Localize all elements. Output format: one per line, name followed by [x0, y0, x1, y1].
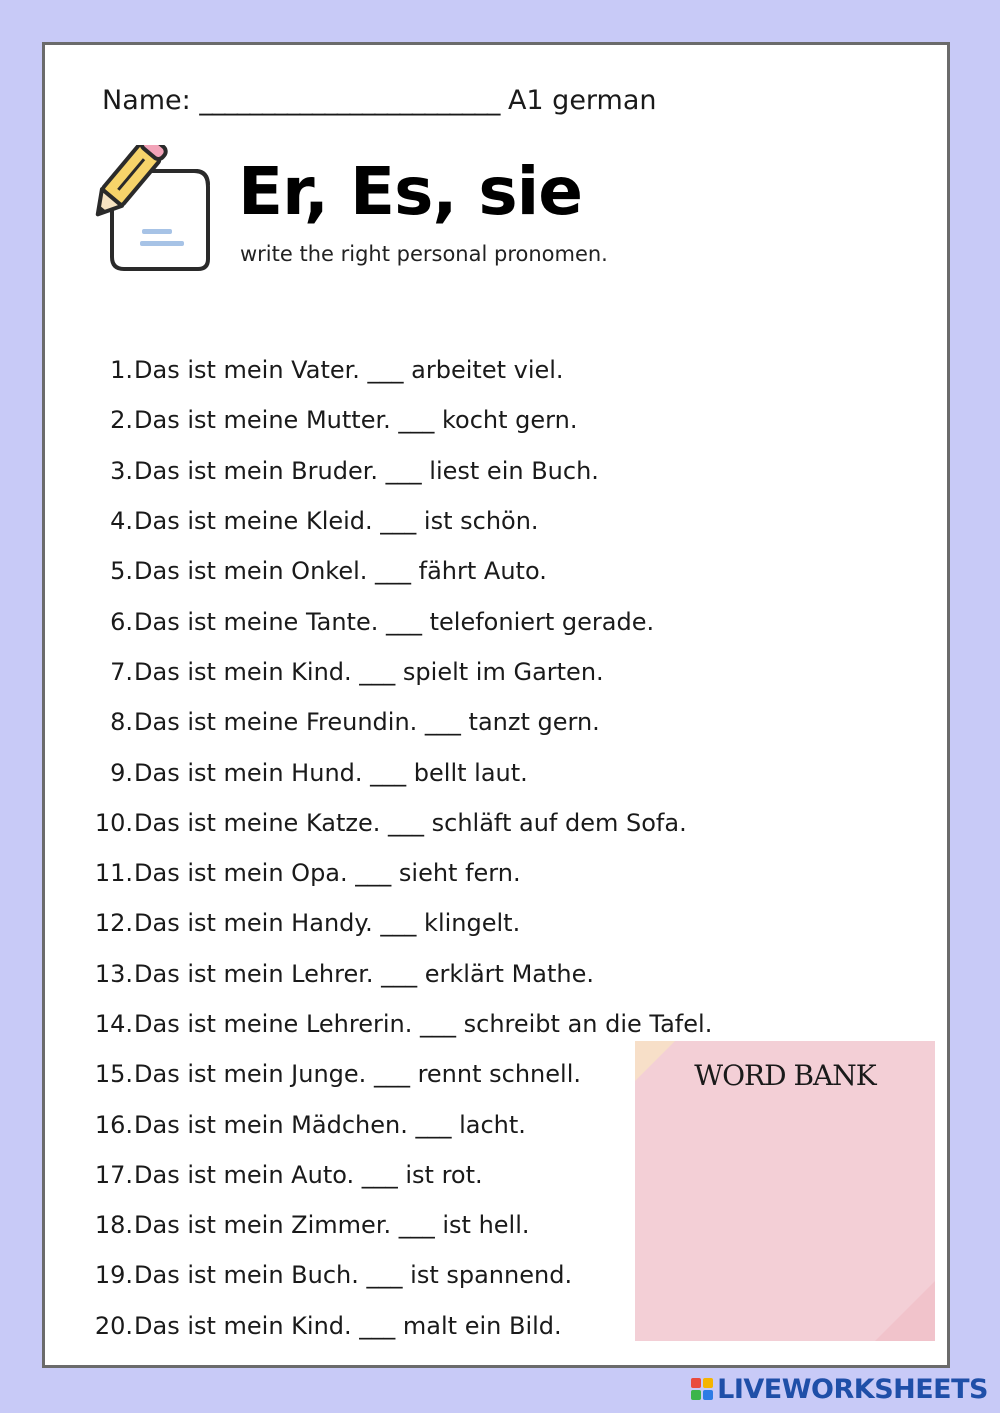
level-label: A1 german: [507, 85, 657, 116]
exercise-list: [85, 345, 712, 1351]
sticky-note-fold: [875, 1281, 935, 1341]
item-text: Das ist mein Junge. ___ rennt schnell.: [134, 1060, 581, 1089]
item-text: Das ist mein Opa. ___ sieht fern.: [134, 859, 521, 888]
item-number: 4.: [110, 507, 133, 536]
item-number: 13.: [94, 959, 133, 988]
item-number: 5.: [110, 557, 133, 586]
brand-name: LIVEWORKSHEETS: [717, 1373, 988, 1405]
page-title: Er, Es, sie: [238, 153, 583, 230]
list-item: [85, 1049, 712, 1099]
logo-icon: [691, 1378, 713, 1400]
list-item: [85, 697, 712, 747]
item-number: 18.: [94, 1211, 133, 1240]
item-number: 3.: [110, 456, 133, 485]
item-number: 8.: [110, 708, 133, 737]
item-text: Das ist mein Kind. ___ malt ein Bild.: [134, 1311, 562, 1340]
list-item: [85, 999, 712, 1049]
word-bank-title: WORD BANK: [694, 1059, 876, 1092]
item-number: 9.: [110, 758, 133, 787]
item-text: Das ist mein Buch. ___ ist spannend.: [134, 1261, 573, 1290]
item-number: 2.: [110, 406, 133, 435]
list-item: [85, 1150, 712, 1200]
list-item: [85, 848, 712, 898]
item-text: Das ist mein Handy. ___ klingelt.: [134, 909, 521, 938]
item-text: Das ist mein Lehrer. ___ erklärt Mathe.: [134, 959, 595, 988]
list-item: [85, 496, 712, 546]
list-item: [85, 898, 712, 948]
name-blank: ________________________: [199, 85, 500, 116]
list-item: [85, 395, 712, 445]
item-text: Das ist meine Lehrerin. ___ schreibt an die Tafel.: [134, 1010, 713, 1038]
list-item: [85, 1301, 712, 1351]
item-text: Das ist mein Bruder. ___ liest ein Buch.: [134, 456, 599, 485]
list-item: [85, 546, 712, 596]
item-number: 6.: [110, 607, 133, 636]
worksheet-page: [42, 42, 950, 1368]
list-item: [85, 1200, 712, 1250]
item-text: Das ist meine Kleid. ___ ist schön.: [134, 507, 539, 536]
item-number: 14.: [94, 1010, 133, 1038]
list-item: [85, 446, 712, 496]
item-text: Das ist mein Kind. ___ spielt im Garten.: [134, 657, 604, 686]
list-item: [85, 1099, 712, 1149]
instructions: write the right personal pronomen.: [240, 242, 608, 266]
list-item: [85, 798, 712, 848]
item-text: Das ist meine Tante. ___ telefoniert gerade.: [134, 607, 655, 636]
item-number: 16.: [94, 1110, 133, 1139]
list-item: [85, 647, 712, 697]
item-text: Das ist meine Freundin. ___ tanzt gern.: [134, 708, 600, 737]
item-text: Das ist mein Onkel. ___ fährt Auto.: [134, 557, 547, 586]
item-text: Das ist mein Hund. ___ bellt laut.: [134, 758, 528, 787]
list-item: [85, 345, 712, 395]
item-number: 17.: [94, 1160, 133, 1189]
item-text: Das ist mein Mädchen. ___ lacht.: [134, 1110, 526, 1139]
item-number: 10.: [94, 808, 133, 837]
item-number: 19.: [94, 1261, 133, 1290]
list-item: [85, 1250, 712, 1300]
list-item: [85, 747, 712, 797]
item-text: Das ist mein Zimmer. ___ ist hell.: [134, 1211, 530, 1240]
item-number: 20.: [94, 1311, 133, 1340]
list-item: [85, 949, 712, 999]
item-number: 11.: [94, 859, 133, 888]
name-label: Name:: [102, 85, 191, 116]
item-text: Das ist meine Mutter. ___ kocht gern.: [134, 406, 578, 435]
word-bank: [635, 1041, 935, 1341]
item-text: Das ist mein Auto. ___ ist rot.: [134, 1160, 483, 1189]
item-number: 15.: [94, 1060, 133, 1089]
liveworksheets-logo: [691, 1372, 988, 1406]
item-number: 12.: [94, 909, 133, 938]
item-number: 7.: [110, 657, 133, 686]
pencil-paper-icon: [80, 145, 220, 280]
name-line: [102, 85, 657, 116]
item-text: Das ist meine Katze. ___ schläft auf dem Sofa.: [134, 808, 687, 837]
list-item: [85, 596, 712, 646]
item-number: 1.: [110, 356, 133, 385]
item-text: Das ist mein Vater. ___ arbeitet viel.: [134, 356, 564, 385]
